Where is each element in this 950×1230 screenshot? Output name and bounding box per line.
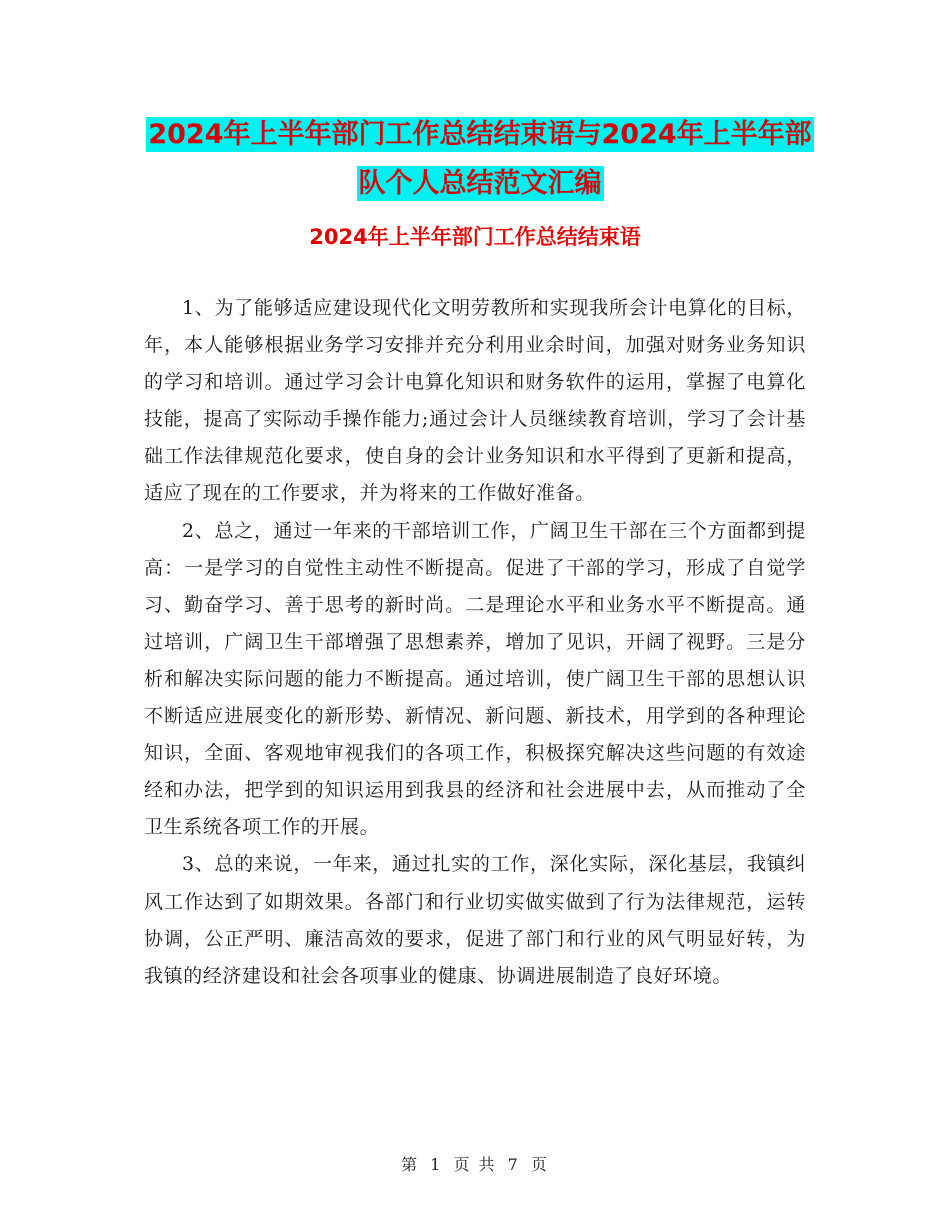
footer-total-pages: 7 bbox=[507, 1155, 520, 1174]
footer-page-number: 1 bbox=[430, 1155, 443, 1174]
footer-suffix: 页 bbox=[530, 1155, 549, 1174]
section-title: 2024年上半年部门工作总结结束语 bbox=[309, 225, 641, 249]
title-line-1: 2024年上半年部门工作总结结束语与2024年上半年部 bbox=[148, 119, 812, 150]
footer-prefix: 第 bbox=[401, 1155, 420, 1174]
footer-middle: 页 共 bbox=[453, 1155, 497, 1174]
document-body bbox=[144, 290, 806, 995]
document-title bbox=[140, 110, 820, 208]
paragraph-1: 1、为了能够适应建设现代化文明劳教所和实现我所会计电算化的目标，年，本人能够根据业务学习安排并充分利用业余时间，加强对财务业务知识的学习和培训。通过学习会计电算化知识和财务软件的运用，掌握了电算化技能，提高了实际动手操作能力;通过会计人员继续教育培训，学习了会计基础工作法律规范化要求，使自身的会计业务知识和水平得到了更新和提高，适应了现在的工作要求，并为将来的工作做好准备。 bbox=[144, 297, 806, 505]
paragraph-3: 3、总的来说，一年来，通过扎实的工作，深化实际，深化基层，我镇纠风工作达到了如期效果。各部门和行业切实做实做到了行为法律规范，运转协调，公正严明、廉洁高效的要求，促进了部门和行业的风气明显好转，为我镇的经济建设和社会各项事业的健康、协调进展制造了良好环境。 bbox=[144, 853, 806, 987]
paragraph-2: 2、总之，通过一年来的干部培训工作，广阔卫生干部在三个方面都到提高：一是学习的自觉性主动性不断提高。促进了干部的学习，形成了自觉学习、勤奋学习、善于思考的新时尚。二是理论水平和业务水平不断提高。通过培训，广阔卫生干部增强了思想素养，增加了见识，开阔了视野。三是分析和解决实际问题的能力不断提高。通过培训，使广阔卫生干部的思想认识不断适应进展变化的新形势、新情况、新问题、新技术，用学到的各种理论知识，全面、客观地审视我们的各项工作，积极探究解决这些问题的有效途经和办法，把学到的知识运用到我县的经济和社会进展中去，从而推动了全卫生系统各项工作的开展。 bbox=[144, 519, 806, 839]
title-line-2: 队个人总结范文汇编 bbox=[358, 168, 602, 199]
page-footer bbox=[0, 1152, 950, 1175]
